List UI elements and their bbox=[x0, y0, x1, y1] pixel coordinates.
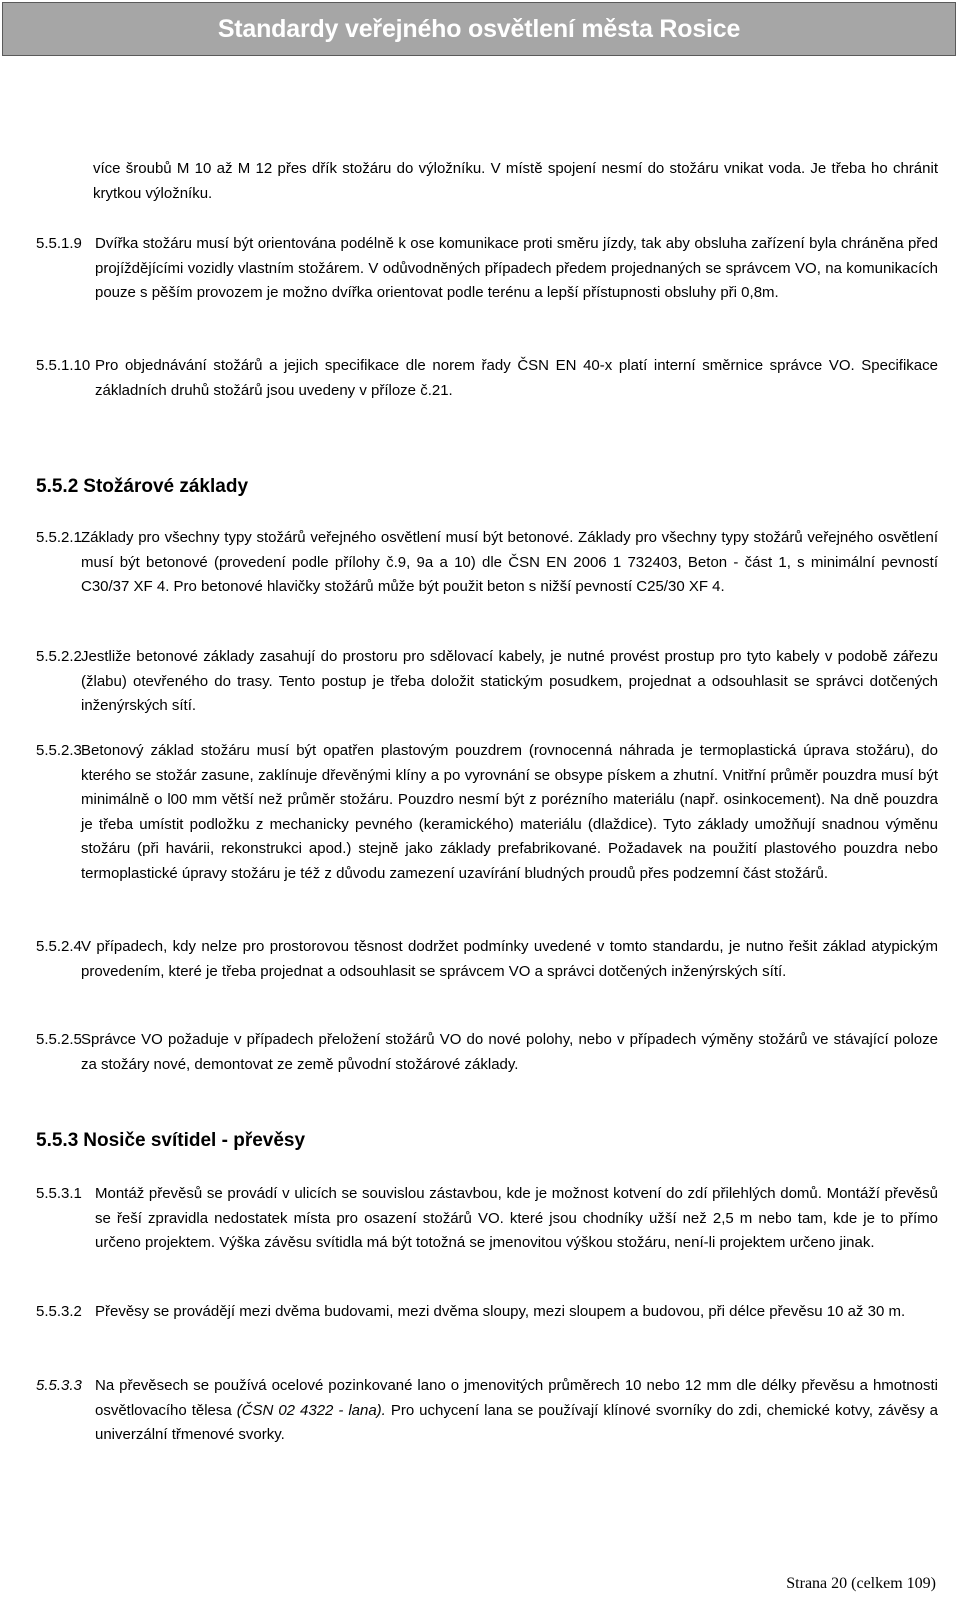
paragraph-number: 5.5.2.4 bbox=[36, 938, 82, 955]
paragraph-5.5.3.3 bbox=[36, 1374, 938, 1448]
paragraph-5.5.2.2 bbox=[36, 645, 938, 719]
paragraph-5.5.2.3 bbox=[36, 739, 938, 886]
page-header bbox=[2, 2, 956, 56]
paragraph-text: Dvířka stožáru musí být orientována podélně k ose komunikace proti směru jízdy, tak aby obsluha zařízení byla chráněna před projíždějícími vozidly vlastním stožárem. V odůvodněných případech předem projednaných se správcem VO, na komunikacích pouze s pěším provozem je možno dvířka orientovat podle terénu a lepší přístupnosti obsluhy při 0,8m. bbox=[95, 235, 938, 301]
paragraph-text: Betonový základ stožáru musí být opatřen plastovým pouzdrem (rovnocenná náhrada je termoplastická úprava stožáru), do kterého se stožár zasune, zaklínuje dřevěnými klíny a po vyrovnání se obsype pískem a zhutní. Vnitřní průměr pouzdra musí být minimálně o l00 mm větší než průměr stožáru. Pouzdro nesmí být z porézního materiálu (např. osinkocement). Na dně pouzdra je třeba umístit podložku z mechanicky pevného (keramického) materiálu (dlaždice). Tyto základy umožňují snadnou výměnu stožáru (při havárii, rekonstrukci apod.) stejně jako základy prefabrikované. Požadavek na použití plastového pouzdra nebo termoplastické úpravy stožáru je též z důvodu zamezení uzavírání bludných proudů přes podzemní část stožárů. bbox=[81, 742, 938, 882]
paragraph-number: 5.5.1.10 bbox=[36, 357, 91, 374]
page-number-footer: Strana 20 (celkem 109) bbox=[786, 1575, 936, 1592]
paragraph-number: 5.5.2.5 bbox=[36, 1031, 82, 1048]
paragraph-5.5.3.1 bbox=[36, 1182, 938, 1256]
heading-text: Stožárové základy bbox=[83, 476, 249, 497]
paragraph-continuation bbox=[36, 157, 938, 206]
paragraph-number: 5.5.2.2 bbox=[36, 648, 82, 665]
paragraph-text: V případech, kdy nelze pro prostorovou těsnost dodržet podmínky uvedené v tomto standardu, je nutno řešit základ atypickým provedením, které je třeba projednat a odsouhlasit se správcem VO a správci dotčených inženýrských sítí. bbox=[81, 938, 938, 980]
paragraph-text-part: Na převěsech se používá ocelové pozinkované lano o jmenovitých průměrech 10 nebo 12 mm dle délky převěsu a hmotnosti osvětlovacího tělesa bbox=[95, 1377, 938, 1419]
paragraph-text: Správce VO požaduje v případech přeložení stožárů VO do nové polohy, nebo v případech výměny stožárů ve stávající poloze za stožáry nové, demontovat ze země původní stožárové základy. bbox=[81, 1031, 938, 1073]
heading-number: 5.5.2 bbox=[36, 476, 79, 497]
paragraph-5.5.2.4 bbox=[36, 935, 938, 984]
paragraph-text: Montáž převěsů se provádí v ulicích se souvislou zástavbou, kde je možnost kotvení do zdí přilehlých domů. Montáží převěsů se řeší zpravidla nedostatek místa pro osazení stožárů VO. které jsou chodníky užší než 2,5 m nebo tam, kde je to přímo určeno projektem. Výška závěsu svítidla má být totožná se jmenovitou výškou stožáru, není-li projektem určeno jinak. bbox=[95, 1185, 938, 1251]
paragraph-text-part: Pro uchycení lana se používají klínové svorníky do zdi, chemické kotvy, závěsy a univerzální třmenové svorky. bbox=[95, 1401, 938, 1443]
norm-reference: (ČSN 02 4322 - lana). bbox=[236, 1401, 386, 1419]
paragraph-number: 5.5.1.9 bbox=[36, 235, 82, 252]
paragraph-number: 5.5.3.2 bbox=[36, 1303, 82, 1320]
paragraph-number: 5.5.3.1 bbox=[36, 1185, 82, 1202]
paragraph-text: Převěsy se provádějí mezi dvěma budovami, mezi dvěma sloupy, mezi sloupem a budovou, při délce převěsu 10 až 30 m. bbox=[95, 1303, 906, 1320]
paragraph-5.5.3.2 bbox=[36, 1300, 938, 1325]
section-heading-5.5.3 bbox=[36, 1130, 305, 1152]
paragraph-number: 5.5.3.3 bbox=[36, 1377, 82, 1394]
header-title: Standardy veřejného osvětlení města Rosice bbox=[217, 14, 741, 43]
paragraph-text bbox=[36, 1374, 938, 1448]
paragraph-5.5.1.9 bbox=[36, 232, 938, 306]
section-heading-5.5.2 bbox=[36, 476, 248, 498]
paragraph-5.5.2.5 bbox=[36, 1028, 938, 1077]
heading-number: 5.5.3 bbox=[36, 1130, 79, 1151]
paragraph-text: více šroubů M 10 až M 12 přes dřík stožáru do výložníku. V místě spojení nesmí do stožáru vnikat voda. Je třeba ho chránit krytkou výložníku. bbox=[93, 160, 938, 202]
heading-text: Nosiče svítidel - převěsy bbox=[83, 1130, 306, 1151]
paragraph-5.5.1.10 bbox=[36, 354, 938, 403]
paragraph-text: Pro objednávání stožárů a jejich specifikace dle norem řady ČSN EN 40-x platí interní směrnice správce VO. Specifikace základních druhů stožárů jsou uvedeny v příloze č.21. bbox=[95, 357, 938, 399]
paragraph-text: Základy pro všechny typy stožárů veřejného osvětlení musí být betonové. Základy pro všechny typy stožárů veřejného osvětlení musí být betonové (provedení podle přílohy č.9, 9a a 10) dle ČSN EN 2006 1 732403, Beton - část 1, s minimální pevností C30/37 XF 4. Pro betonové hlavičky stožárů může být použit beton s nižší pevností C25/30 XF 4. bbox=[81, 529, 938, 595]
paragraph-number: 5.5.2.1 bbox=[36, 529, 82, 546]
paragraph-text: Jestliže betonové základy zasahují do prostoru pro sdělovací kabely, je nutné provést prostup pro tyto kabely v podobě zářezu (žlabu) otevřeného do trasy. Tento postup je třeba doložit statickým posudkem, projednat a odsouhlasit se správci dotčených inženýrských sítí. bbox=[81, 648, 938, 714]
paragraph-5.5.2.1 bbox=[36, 526, 938, 600]
paragraph-number: 5.5.2.3 bbox=[36, 742, 82, 759]
